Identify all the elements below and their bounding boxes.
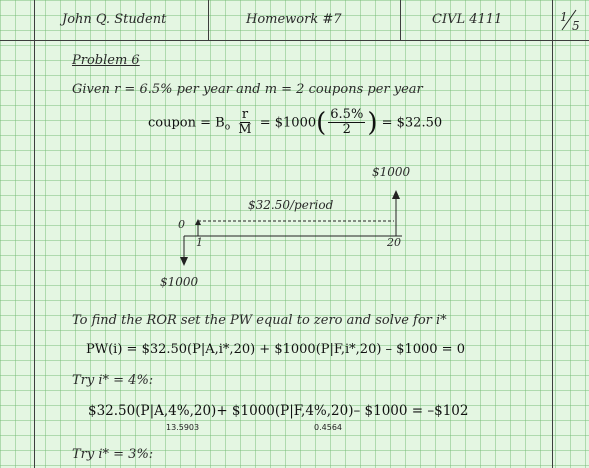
pf-factor-value: 0.4564	[314, 423, 342, 432]
try-second-rate: Try i* = 3%:	[72, 447, 154, 462]
page-total: 5	[572, 19, 580, 33]
time-n-label: 20	[387, 236, 401, 249]
purchase-arrowhead	[180, 257, 188, 266]
inner-fraction-den: 2	[342, 122, 351, 138]
pw-equation: PW(i) = $32.50(P|A,i*,20) + $1000(P|F,i*,20) – $1000 = 0	[86, 342, 465, 357]
try-first-rate: Try i* = 4%:	[72, 373, 154, 388]
page-number: 1	[560, 10, 568, 24]
rate-fraction-den: M	[238, 122, 252, 138]
try-first-equation: $32.50(P|A,4%,20)+ $1000(P|F,4%,20)– $1000 = –$102	[88, 403, 469, 419]
time-one-label: 1	[196, 236, 203, 249]
problem-title: Problem 6	[72, 53, 140, 68]
pa-factor-value: 13.5903	[166, 423, 200, 432]
homework-title: Homework #7	[246, 12, 342, 27]
period1-arrowhead	[195, 219, 201, 225]
time-zero-label: 0	[178, 218, 185, 231]
inner-fraction-num: 6.5%	[330, 107, 364, 122]
course-code: CIVL 4111	[432, 12, 503, 27]
purchase-label: $1000	[160, 275, 199, 289]
annuity-label: $32.50/period	[248, 198, 334, 212]
coupon-lhs-sub: o	[224, 122, 231, 133]
coupon-lhs: coupon = B	[148, 115, 225, 131]
redemption-label: $1000	[372, 165, 411, 179]
coupon-equation: coupon = $B_o$ $\frac{r}{M}$ = $1000( $\frac{6.5\%}{2}$ ) = $32.50	[148, 107, 443, 138]
redemption-arrowhead	[392, 190, 400, 199]
student-name: John Q. Student	[62, 12, 167, 27]
coupon-result: = $32.50	[381, 115, 443, 131]
given-statement: Given r = 6.5% per year and m = 2 coupons per year	[72, 82, 423, 97]
instruction-text: To find the ROR set the PW equal to zero and solve for i*	[72, 313, 447, 328]
coupon-face-value: = $1000	[259, 115, 317, 131]
rate-fraction-num: r	[241, 107, 249, 122]
